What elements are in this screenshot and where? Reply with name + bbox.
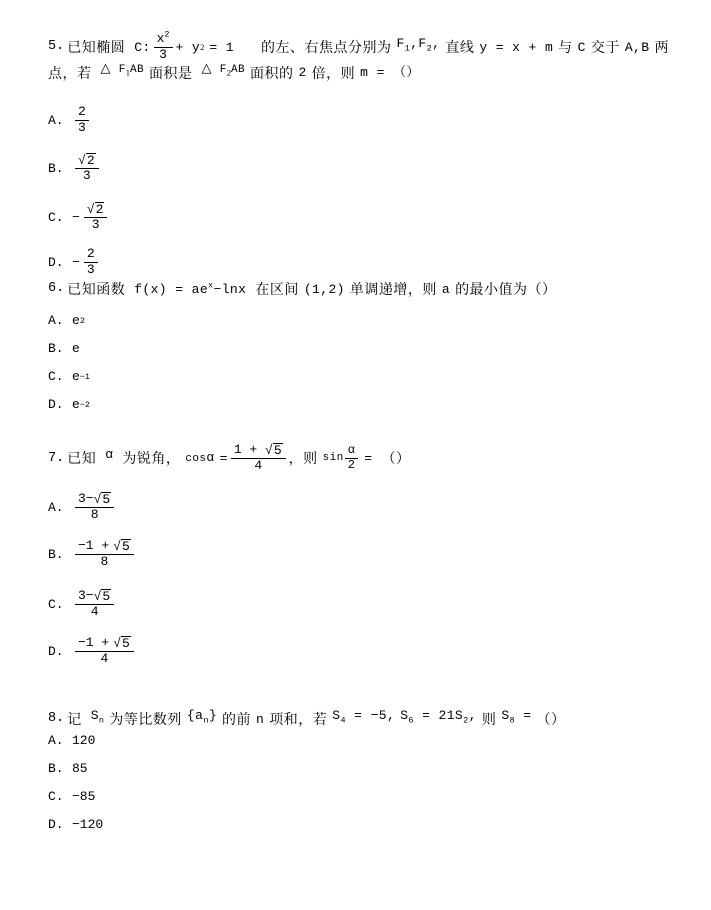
question-8-option-b-value: 85 xyxy=(72,761,88,776)
question-6-stem-text-d: 的最小值为（） xyxy=(455,281,557,297)
question-8-target: $S_8$ = xyxy=(501,707,532,726)
question-5-multiplier: 2 xyxy=(298,65,307,80)
question-7-paren: （） xyxy=(381,450,411,467)
question-7-cos-fraction: 1 + √ 5 4 xyxy=(231,443,286,474)
question-5-option-b-value: √ 2 3 xyxy=(72,153,102,184)
question-5-triangle-2: △ $F_2AB$ xyxy=(201,61,245,78)
question-7-option-a[interactable] xyxy=(48,492,117,523)
question-8-stem-text-a: 记 xyxy=(67,711,82,727)
question-8-option-b[interactable] xyxy=(48,761,88,776)
question-7-option-b-label: B. xyxy=(48,546,64,562)
sqrt-icon: √ 5 xyxy=(113,636,130,651)
question-8-stem-text-c: 的前 xyxy=(222,711,252,727)
question-8-option-a-label: A. xyxy=(48,733,64,748)
question-5-option-d[interactable] xyxy=(48,247,101,277)
question-5-ellipse-fraction xyxy=(154,29,173,62)
question-5-number: 5. xyxy=(48,39,65,55)
question-6-interval: (1,2) xyxy=(303,281,345,297)
question-7-option-a-value: 3− √ 5 8 xyxy=(72,492,117,523)
question-7-option-c-label: C. xyxy=(48,596,64,612)
question-7-option-d-value: −1 + √ 5 4 xyxy=(72,636,137,667)
question-8-condition-2: $S_6 = 21S_2$, xyxy=(400,707,477,726)
sqrt-icon: √ 5 xyxy=(265,443,282,458)
question-5-frac-numerator: x xyxy=(156,31,165,46)
question-5-stem2-text-d: 倍，则 xyxy=(311,64,356,81)
question-5-option-a-label: A. xyxy=(48,112,64,128)
question-5-stem-text-f: 两 xyxy=(654,39,669,56)
question-5-stem-text-a: 已知椭圆 xyxy=(67,39,126,56)
question-5-stem-text-b: 的左、右焦点分别为 xyxy=(261,39,392,56)
sqrt-icon: √ 5 xyxy=(113,539,130,554)
question-7-stem xyxy=(48,443,411,474)
question-5-option-d-sign: − xyxy=(72,254,80,270)
question-8-option-a[interactable] xyxy=(48,733,95,748)
question-8-sequence: $\{a_n\}$ xyxy=(186,707,218,726)
question-6-option-b-value: e xyxy=(72,341,80,356)
question-6-stem-text-b: 在区间 xyxy=(255,281,299,297)
question-8-option-d-label: D. xyxy=(48,817,64,832)
question-5-frac-denominator: 3 xyxy=(159,46,167,62)
question-8 xyxy=(48,707,566,727)
question-5-stem-text-d: 与 xyxy=(558,39,573,56)
question-5-option-c[interactable] xyxy=(48,202,110,233)
question-7-cos-expression: cosα xyxy=(185,450,215,466)
question-8-option-d[interactable] xyxy=(48,817,103,832)
question-5-stem-text-e: 交于 xyxy=(590,39,620,56)
question-6-number: 6. xyxy=(48,281,65,297)
question-7-equals: = xyxy=(219,450,228,466)
question-7 xyxy=(48,443,411,474)
question-5-formula-equals: = 1 xyxy=(209,39,234,55)
question-7-number: 7. xyxy=(48,450,65,466)
question-5-stem-line-1: 5. 已知椭圆 C: $\frac{x^2}{3}$ + y 2 = 1 的左、右焦点分别为 $F_1$, $F_2$, 直线 y = x + m 与 C 交于 A,B 两 xyxy=(48,29,669,62)
question-6-option-a[interactable] xyxy=(48,313,85,328)
question-5-option-d-label: D. xyxy=(48,254,64,270)
question-8-option-b-label: B. xyxy=(48,761,64,776)
question-8-condition-1: $S_4 = -5$, xyxy=(332,707,396,726)
question-7-sin-expression: sin $\frac{\alpha}{2}$ xyxy=(323,444,360,472)
question-5 xyxy=(48,29,669,62)
question-6-variable: a xyxy=(441,281,451,297)
question-5-focus-2: $F_2$, xyxy=(418,35,441,54)
question-7-option-b[interactable] xyxy=(48,539,137,570)
sqrt-icon: √ 2 xyxy=(86,202,104,217)
question-7-stem-text-a: 已知 xyxy=(67,450,97,467)
question-5-stem2-text-c: 面积的 xyxy=(249,64,294,81)
question-6-option-b[interactable] xyxy=(48,341,80,356)
question-5-curve-label: C: xyxy=(134,39,151,55)
question-7-option-d[interactable] xyxy=(48,636,137,667)
question-5-frac-numerator-exponent: 2 xyxy=(164,29,170,40)
question-8-stem xyxy=(48,707,566,727)
question-5-stem-text-c: 直线 xyxy=(445,39,475,56)
question-8-option-a-value: 120 xyxy=(72,733,96,748)
question-5-curve-name: C xyxy=(577,39,586,55)
question-7-stem-text-b: 为锐角， xyxy=(122,450,181,467)
question-8-option-d-value: −120 xyxy=(72,817,104,832)
question-6-option-b-label: B. xyxy=(48,341,64,356)
question-5-intersection-points: A,B xyxy=(624,39,650,55)
question-6-option-a-label: A. xyxy=(48,313,64,328)
question-7-alpha: α xyxy=(105,446,114,462)
question-5-stem-line-2 xyxy=(48,61,420,81)
question-5-option-a-value: $\frac{2}{3}$ xyxy=(72,105,92,135)
question-6-function: $f(x) = ae^x-\ln x$ xyxy=(134,280,247,297)
question-5-option-a[interactable] xyxy=(48,105,92,135)
question-7-stem-text-c: ，则 xyxy=(288,450,318,467)
question-5-focus-1: $F_1$, xyxy=(396,35,419,54)
question-6-option-c-label: C. xyxy=(48,369,64,384)
question-8-option-c-label: C. xyxy=(48,789,64,804)
question-8-number: 8. xyxy=(48,711,65,727)
question-8-paren: （） xyxy=(536,711,566,727)
question-8-sn: $S_n$ xyxy=(90,707,105,726)
question-6-option-c[interactable] xyxy=(48,369,90,384)
sqrt-icon: √ 5 xyxy=(93,589,111,604)
question-6-option-c-value: e −1 xyxy=(72,369,91,384)
question-7-option-c[interactable] xyxy=(48,589,117,620)
question-5-option-b[interactable] xyxy=(48,153,102,184)
question-8-stem-text-e: 则 xyxy=(481,711,497,727)
question-5-formula-tail: + y xyxy=(175,39,201,55)
question-6-option-a-value: e 2 xyxy=(72,313,85,328)
sqrt-icon: √ 5 xyxy=(93,492,111,507)
question-6-option-d[interactable] xyxy=(48,397,90,412)
sqrt-icon: √ 2 xyxy=(78,153,95,168)
question-8-stem-text-b: 为等比数列 xyxy=(109,711,182,727)
question-7-option-d-label: D. xyxy=(48,643,64,659)
question-5-unknown: m = （） xyxy=(360,65,420,80)
question-8-stem-text-d: 项和，若 xyxy=(269,711,328,727)
question-5-option-c-label: C. xyxy=(48,209,64,225)
question-8-option-c[interactable] xyxy=(48,789,95,804)
question-5-option-c-value: − √ 2 3 xyxy=(72,202,110,233)
question-8-n: n xyxy=(256,711,265,727)
question-6-stem xyxy=(48,282,557,296)
question-8-option-c-value: −85 xyxy=(72,789,96,804)
question-6-stem-text-c: 单调递增，则 xyxy=(349,281,437,297)
question-5-line-equation: y = x + m xyxy=(479,39,554,55)
question-6-option-d-value: e −2 xyxy=(72,397,91,412)
question-5-stem2-text-b: 面积是 xyxy=(148,64,193,81)
question-7-option-a-label: A. xyxy=(48,499,64,515)
question-5-triangle-1: △ $F_1AB$ xyxy=(100,61,144,78)
question-7-option-b-value: −1 + √ 5 8 xyxy=(72,539,137,570)
question-6-option-d-label: D. xyxy=(48,397,64,412)
question-7-equals-2: = xyxy=(364,450,373,466)
question-6-stem-text-a: 已知函数 xyxy=(67,281,126,297)
question-5-option-b-label: B. xyxy=(48,160,64,176)
question-5-option-d-value: − $\frac{2}{3}$ xyxy=(72,247,101,277)
question-6 xyxy=(48,282,557,296)
question-5-option-c-sign: − xyxy=(72,209,80,225)
question-7-option-c-value: 3− √ 5 4 xyxy=(72,589,117,620)
question-5-stem2-text-a: 点，若 xyxy=(48,64,92,81)
